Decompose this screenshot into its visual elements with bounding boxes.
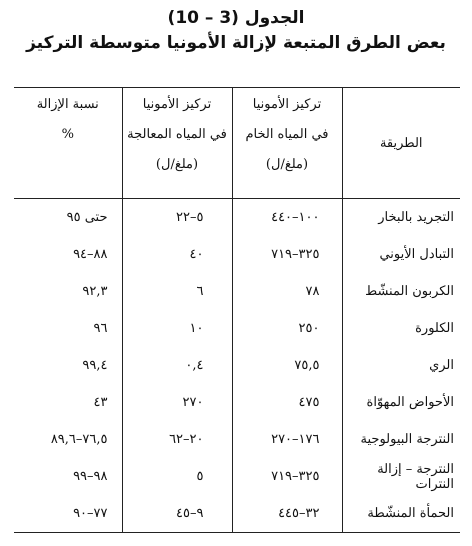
cell-removal: ٩٦ (14, 310, 122, 347)
cell-removal: ٨٨–٩٤ (14, 236, 122, 273)
header-removal-line: نسبة الإزالة (36, 97, 99, 112)
header-removal-unit: % (61, 127, 74, 142)
cell-removal: ٧٦,٥–٨٩,٦ (14, 421, 122, 458)
header-raw-concentration (232, 88, 342, 199)
cell-removal: ٩٢,٣ (14, 273, 122, 310)
header-method: الطريقة (342, 88, 460, 199)
table-row (14, 273, 460, 310)
header-raw-line: في المياه الخام (245, 127, 329, 142)
cell-raw: ٣٢٥–٧١٩ (232, 236, 342, 273)
header-treated-line: في المياه المعالجة (127, 127, 227, 142)
cell-method: الحمأة المنشّطة (342, 495, 460, 533)
cell-treated: ٥–٢٢ (122, 199, 232, 237)
table-title: بعض الطرق المتبعة لإزالة الأمونيا متوسطة التركيز (26, 33, 446, 53)
cell-treated: ٢٧٠ (122, 384, 232, 421)
cell-raw: ١٧٦–٢٧٠ (232, 421, 342, 458)
table-row (14, 199, 460, 237)
header-treated-concentration (122, 88, 232, 199)
cell-raw: ٢٥٠ (232, 310, 342, 347)
table-number: الجدول (3 – 10) (167, 8, 305, 28)
header-treated-line: تركيز الأمونيا (142, 97, 212, 112)
cell-treated: ٥ (122, 458, 232, 495)
header-row (14, 88, 460, 199)
cell-method: التجريد بالبخار (378, 210, 454, 225)
table-row (14, 236, 460, 273)
table-row (14, 458, 460, 495)
cell-raw: ٤٧٥ (232, 384, 342, 421)
header-raw-line: تركيز الأمونيا (252, 97, 322, 112)
cell-method: الري (429, 358, 454, 373)
cell-raw: ٣٢–٤٤٥ (232, 495, 342, 533)
cell-treated: ٢٠–٦٢ (122, 421, 232, 458)
table-row (14, 495, 460, 533)
cell-removal: ٩٨–٩٩ (14, 458, 122, 495)
header-treated-unit: (ملغ/ل) (155, 157, 199, 172)
cell-treated: ٦ (122, 273, 232, 310)
cell-raw: ٧٨ (232, 273, 342, 310)
cell-treated: ١٠ (122, 310, 232, 347)
ammonia-removal-table (14, 87, 460, 533)
cell-method: التبادل الأيوني (379, 247, 454, 262)
cell-removal: حتى ٩٥ (14, 199, 122, 237)
table-row (14, 384, 460, 421)
cell-treated: ٩–٤٥ (122, 495, 232, 533)
cell-method: الأحواض المهوّاة (366, 395, 454, 410)
table-row (14, 347, 460, 384)
table-row (14, 310, 460, 347)
cell-removal: ٩٩,٤ (14, 347, 122, 384)
cell-treated: ٠,٤ (122, 347, 232, 384)
cell-method: النترجة البيولوجية (360, 432, 454, 447)
cell-raw: ٣٢٥–٧١٩ (232, 458, 342, 495)
cell-method: النترجة – إزالة النترات (377, 461, 454, 492)
cell-treated: ٤٠ (122, 236, 232, 273)
header-raw-unit: (ملغ/ل) (265, 157, 309, 172)
cell-method: الكربون المنشّط (365, 284, 454, 299)
header-removal-rate (14, 88, 122, 199)
cell-removal: ٤٣ (14, 384, 122, 421)
cell-method: الكلورة (415, 321, 454, 336)
table-caption (0, 6, 472, 56)
cell-removal: ٧٧–٩٠ (14, 495, 122, 533)
table-row (14, 421, 460, 458)
cell-raw: ١٠٠–٤٤٠ (232, 199, 342, 237)
cell-raw: ٧٥,٥ (232, 347, 342, 384)
